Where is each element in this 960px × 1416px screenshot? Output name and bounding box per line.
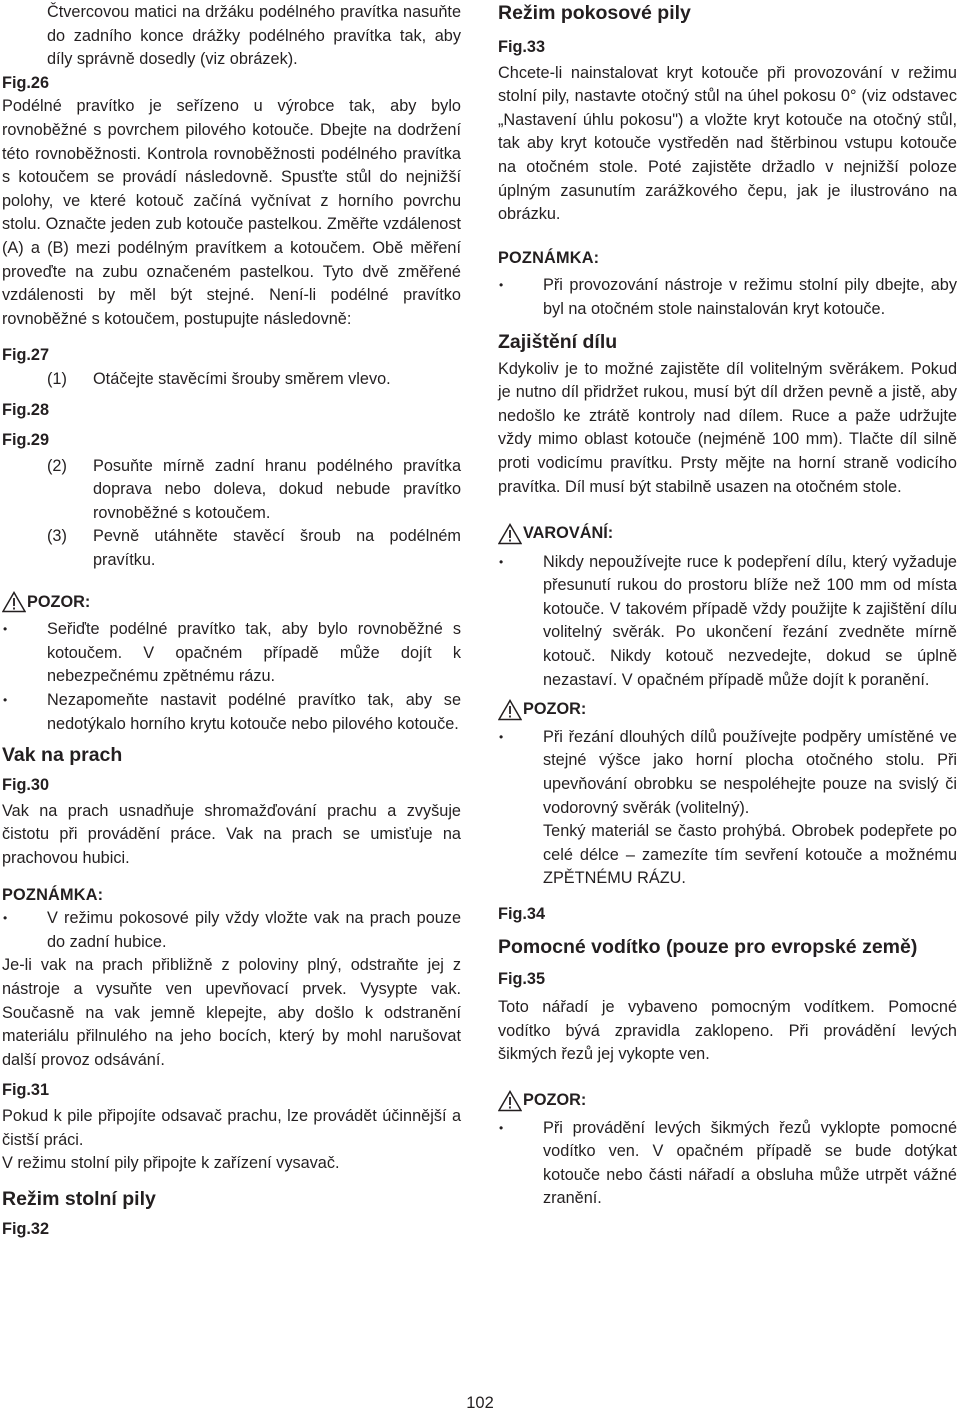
fig-33-label: Fig.33 [498, 38, 546, 56]
caution-1-title: POZOR: [27, 592, 91, 611]
caution-2-list [498, 726, 957, 820]
caution-1-header [2, 591, 461, 615]
step-1 [2, 368, 461, 392]
caution-1-list [2, 618, 461, 736]
warning-triangle-icon [498, 1090, 522, 1112]
note-1-title: POZNÁMKA: [2, 885, 104, 904]
fig-35-label: Fig.35 [498, 969, 546, 988]
miter-mode-paragraph: Chcete-li nainstalovat kryt kotouče při provozování v režimu stolní pily, nastavte otočný stůl na úhel pokosu 0° (viz odstavec „Nastavení úhlu pokosu") a vložte kryt kotouče na otočný stůl, tak aby kryt kotouče vystředěn nad štěrbinou vstupu kotouče na otočném stole. Poté zajistěte držadlo v nejnižší poloze úplným zasunutím zarážkového čepu, jak je ilustrováno na obrázku. [498, 63, 957, 224]
aux-fence-paragraph: Toto nářadí je vybaveno pomocným vodítkem. Pomocné vodítko bývá zpravidla zaklopeno. Při provádění levých šikmých řezů jej vykopte ven. [498, 998, 957, 1064]
warning-title: VAROVÁNÍ: [523, 524, 614, 543]
fig-32-label: Fig.32 [2, 1219, 50, 1238]
miter-mode-heading: Režim pokosové pily [498, 2, 691, 24]
caution-2-header [498, 698, 957, 722]
fence-parallel-paragraph: Podélné pravítko je seřízeno u výrobce tak, aby bylo rovnoběžné s povrchem pilového kotouče. Dbejte na dodržení této rovnoběžnosti. Kontrola rovnoběžnosti podélného pravítka s kotoučem se provádí následovně. Spusťte stůl do nejnižší polohy, ve které kotouč začíná vyčnívat z horního povrchu stolu. Označte jeden zub kotouče pastelkou. Změřte vzdálenost (A) a (B) mezi podélným pravítkem a kotoučem. Obě měření proveďte na zubu označeném pastelkou. Tyto dvě změřené vzdálenosti by měl být stejné. Není-li podélné pravítko rovnoběžné s kotoučem, postupujte následovně: [2, 97, 461, 328]
right-column [498, 0, 957, 1211]
step-2 [2, 455, 461, 526]
dust-bag-paragraph: Vak na prach usnadňuje shromažďování prachu a zvyšuje čistotu při provádění práce. Vak na prach se umisťuje na prachovou hubici. [2, 801, 461, 867]
step-2-number: (2) [47, 456, 67, 475]
caution-3-title: POZOR: [523, 1090, 587, 1109]
step-1-number: (1) [47, 369, 67, 388]
vacuum-paragraph-2: V režimu stolní pily připojte k zařízení vysavač. [2, 1154, 340, 1173]
page-number: 102 [466, 1394, 494, 1412]
fig-31-label: Fig.31 [2, 1081, 50, 1100]
empty-bag-paragraph: Je-li vak na prach přibližně z poloviny plný, odstraňte jej z nástroje a vysuňte ven upevňovací prvek. Vysypte vak. Současně na vak jemně klepejte, aby došlo k odstranění materiálu přilnulého na jeho bocích, který by mohl narušovat další provoz odsávání. [2, 956, 461, 1069]
step-2-text: Posuňte mírně zadní hranu podélného pravítka doprava nebo doleva, dokud nebude pravítko rovnoběžné s kotoučem. [93, 456, 461, 522]
step-1-text: Otáčejte stavěcími šrouby směrem vlevo. [93, 369, 391, 388]
fig-26-label: Fig.26 [2, 73, 50, 92]
caution-2-title: POZOR: [523, 700, 587, 719]
securing-workpiece-paragraph: Kdykoliv je to možné zajistěte díl volitelným svěrákem. Pokud je nutno díl přidržet rukou, musí být díl držen pevně a jistě, aby nedošlo ke ztrátě kontroly nad dílem. Ruce a paže udržujte vždy mimo oblast kotouče (nejméně 100 mm). Tlačte díl silně proti vodicímu pravítku. Prsty mějte na horní straně vodicího pravítka. Díl musí být stabilně usazen na otočném stole. [498, 359, 957, 496]
caution-2-item: • Při řezání dlouhých dílů používejte podpěry umístěné ve stejné výšce jako horní plocha otočného stolu. Při upevňování obrobku se nespoléhejte pouze na svislý či vodorovný svěrák (volitelný). [498, 726, 957, 820]
securing-workpiece-heading: Zajištění dílu [498, 330, 618, 353]
fig-34-label: Fig.34 [498, 905, 546, 923]
warning-triangle-icon [2, 591, 26, 613]
note-2-item: • Při provozování nástroje v režimu stolní pily dbejte, aby byl na otočném stole nainstalován kryt kotouče. [498, 274, 957, 321]
warning-triangle-icon [498, 523, 522, 545]
warning-header [498, 522, 957, 546]
aux-fence-heading: Pomocné vodítko (pouze pro evropské země) [498, 935, 918, 958]
fig-30-label: Fig.30 [2, 776, 50, 795]
note-2-list [498, 274, 957, 321]
step-3-text: Pevně utáhněte stavěcí šroub na podélném pravítku. [93, 527, 461, 570]
warning-item: • Nikdy nepoužívejte ruce k podepření dílu, který vyžaduje přesunutí rukou do prostoru blíže než 100 mm od místa kotouče. V takovém případě vždy použijte k zajištění dílu volitelný svěrák. Po ukončení řezání zvedněte mírně kotouč. Nikdy kotouč nezvedejte, dokud se úplně nezastaví. V opačném případě může dojít k poranění. [498, 551, 957, 693]
caution-3-list [498, 1117, 957, 1211]
table-mode-heading: Režim stolní pily [2, 1187, 156, 1210]
caution-3-header [498, 1089, 957, 1113]
dust-bag-heading: Vak na prach [2, 744, 123, 767]
warning-list [498, 551, 957, 693]
caution-3-item: • Při provádění levých šikmých řezů vyklopte pomocné vodítko ven. V opačném případě se bude dotýkat kotouče nebo části nářadí a obsluha může utrpět vážné zranění. [498, 1117, 957, 1211]
caution-2-extra: Tenký materiál se často prohýbá. Obrobek podepřete po celé délce – zamezíte tím sevření kotouče a možnému ZPĚTNÉMU RÁZU. [543, 822, 957, 888]
fig-27-label: Fig.27 [2, 346, 50, 365]
warning-triangle-icon [498, 699, 522, 721]
fig-29-label: Fig.29 [2, 431, 50, 450]
caution-1-item: • Seřiďte podélné pravítko tak, aby bylo rovnoběžné s kotoučem. V opačném případě může dojít k nebezpečnému zpětnému rázu. [2, 618, 461, 689]
note-2-title: POZNÁMKA: [498, 248, 600, 267]
note-1-item: • V režimu pokosové pily vždy vložte vak na prach pouze do zadní hubice. [2, 907, 461, 954]
step-3-number: (3) [47, 527, 67, 546]
left-column [2, 0, 461, 1241]
step-3 [2, 525, 461, 572]
caution-1-item: • Nezapomeňte nastavit podélné pravítko tak, aby se nedotýkalo horního krytu kotouče nebo pilového kotouče. [2, 689, 461, 736]
vacuum-paragraph-1: Pokud k pile připojíte odsavač prachu, lze provádět účinnější a čistší práci. [2, 1106, 461, 1149]
note-1-list [2, 907, 461, 954]
intro-paragraph: Čtvercovou matici na držáku podélného pravítka nasuňte do zadního konce drážky podélného pravítka tak, aby díly správně dosedly (viz obrázek). [47, 3, 461, 69]
fig-28-label: Fig.28 [2, 400, 50, 419]
